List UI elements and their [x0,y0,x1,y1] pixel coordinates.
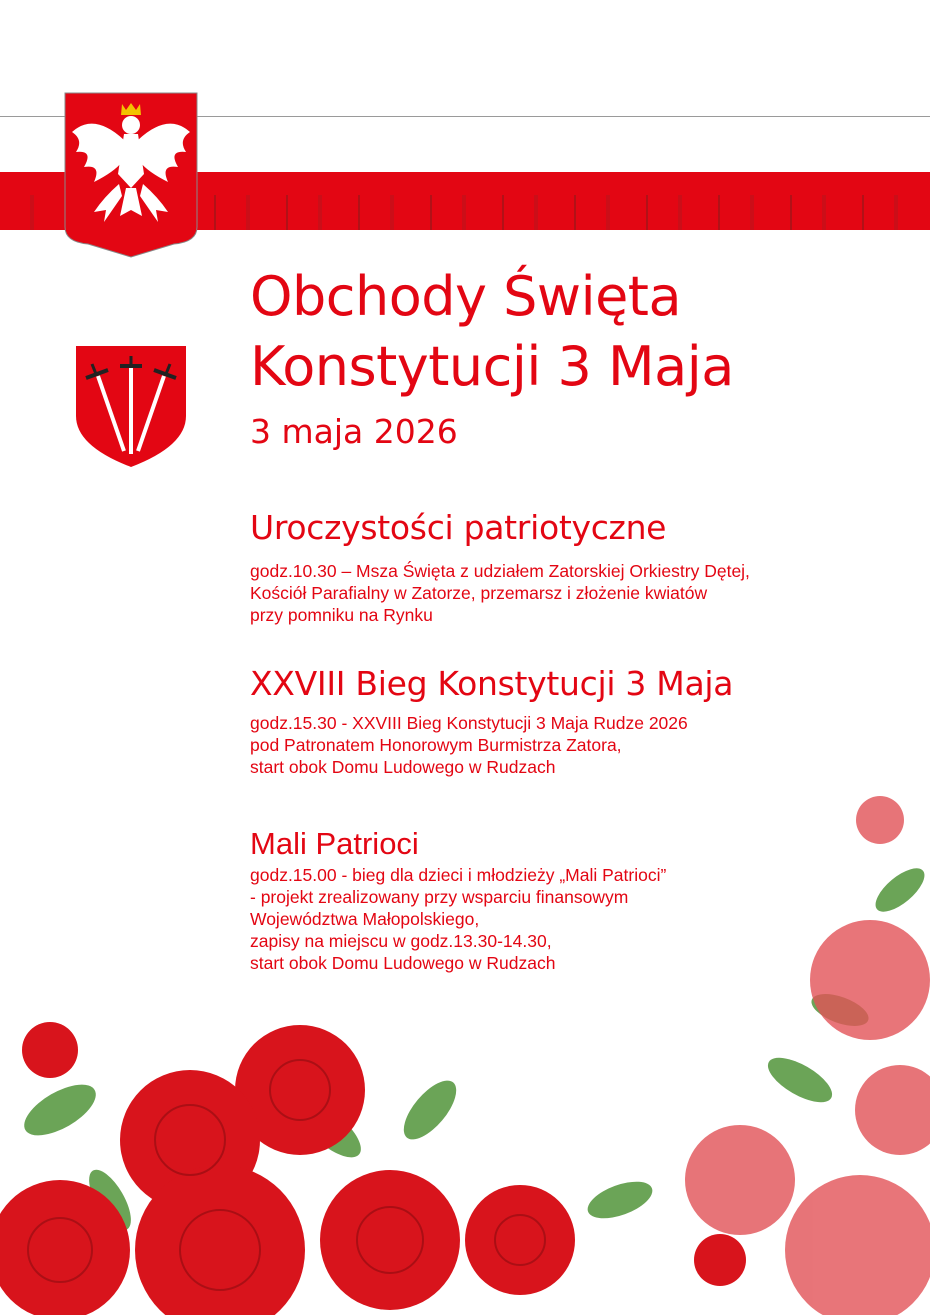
zator-swords-coat-of-arms-icon [76,346,186,468]
body-line: przy pomniku na Rynku [250,605,433,625]
roses-decoration-icon [0,780,930,1315]
body-line: godz.15.30 - XXVIII Bieg Konstytucji 3 Maja Rudze 2026 [250,713,688,733]
body-line: zapisy na miejscu w godz.13.30-14.30, [250,931,552,951]
section-heading-run: XXVIII Bieg Konstytucji 3 Maja [250,664,734,703]
event-date: 3 maja 2026 [250,412,458,451]
page-title [250,262,734,402]
section-body-ceremonies [250,560,750,626]
title-line-1: Obchody Święta [250,265,682,328]
body-line: start obok Domu Ludowego w Rudzach [250,953,556,973]
body-line: Kościół Parafialny w Zatorze, przemarsz i złożenie kwiatów [250,583,708,603]
section-heading-ceremonies: Uroczystości patriotyczne [250,508,667,547]
body-line: pod Patronatem Honorowym Burmistrza Zatora, [250,735,622,755]
section-body-run [250,712,688,778]
body-line: start obok Domu Ludowego w Rudzach [250,757,556,777]
section-heading-kids: Mali Patrioci [250,826,419,861]
polish-eagle-coat-of-arms-icon [64,92,198,258]
body-line: - projekt zrealizowany przy wsparciu finansowym [250,887,629,907]
body-line: godz.15.00 - bieg dla dzieci i młodzieży „Mali Patrioci” [250,865,667,885]
title-line-2: Konstytucji 3 Maja [250,335,734,398]
body-line: Województwa Małopolskiego, [250,909,480,929]
body-line: godz.10.30 – Msza Święta z udziałem Zatorskiej Orkiestry Dętej, [250,561,750,581]
